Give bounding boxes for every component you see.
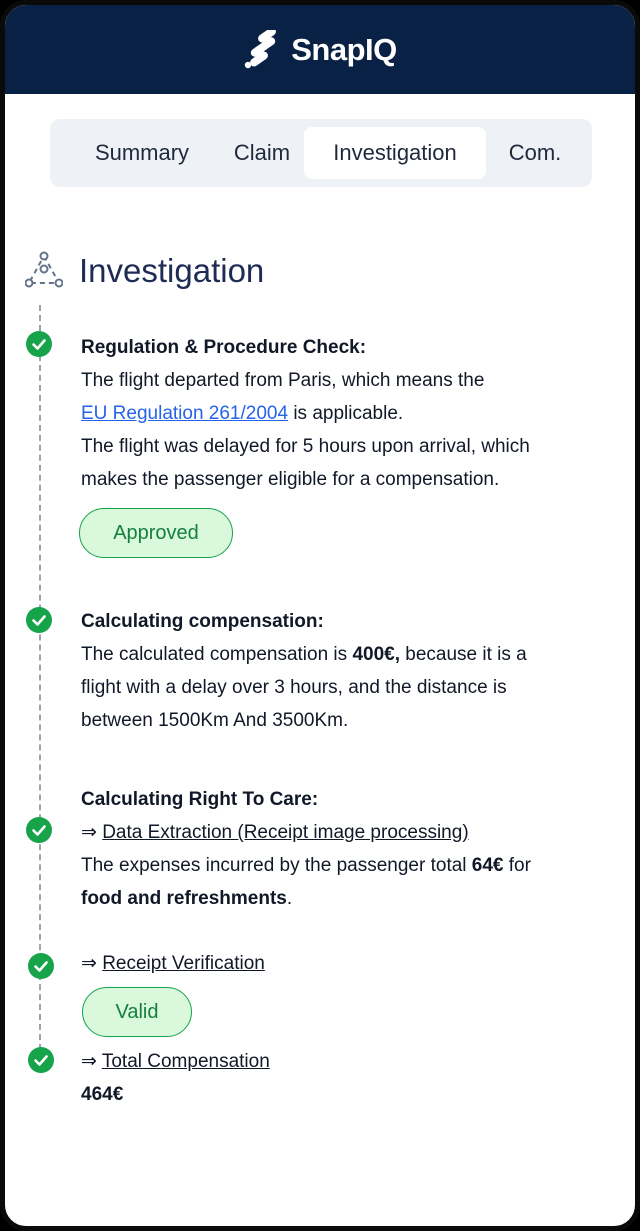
eu-regulation-link[interactable]: EU Regulation 261/2004 — [81, 403, 289, 424]
expenses-prefix: The expenses incurred by the passenger total — [81, 855, 472, 876]
app-header — [5, 5, 635, 94]
tab-bar — [50, 119, 592, 187]
check-circle-icon — [26, 331, 52, 357]
tab-claim[interactable]: Claim — [233, 140, 291, 165]
arrow-icon: ⇒ — [81, 822, 97, 843]
check-circle-icon — [28, 953, 54, 979]
total-compensation-link[interactable]: Total Compensation — [101, 1051, 270, 1072]
regulation-line-1: The flight departed from Paris, which means the — [81, 370, 485, 391]
compensation-line-1-prefix: The calculated compensation is — [81, 644, 353, 665]
check-circle-icon — [26, 817, 52, 843]
regulation-line-4: makes the passenger eligible for a compensation. — [81, 469, 500, 490]
right-to-care-title: Calculating Right To Care: — [81, 789, 319, 810]
approved-badge: Approved — [79, 508, 233, 558]
regulation-line-3: The flight was delayed for 5 hours upon arrival, which — [81, 436, 530, 457]
data-extraction-row — [81, 816, 469, 849]
expenses-line-1 — [81, 849, 531, 882]
expenses-end: . — [286, 888, 293, 909]
check-circle-icon — [28, 1047, 54, 1073]
snapiq-logo-icon — [243, 30, 283, 70]
compensation-title: Calculating compensation: — [81, 611, 324, 632]
arrow-icon: ⇒ — [81, 953, 97, 974]
tab-investigation[interactable]: Investigation — [304, 127, 486, 179]
receipt-verification-link[interactable]: Receipt Verification — [102, 953, 265, 974]
tab-summary[interactable]: Summary — [94, 140, 190, 165]
expenses-line-2 — [81, 882, 292, 915]
check-circle-icon — [26, 607, 52, 633]
compensation-amount: 400€, — [352, 644, 400, 665]
compensation-line-1 — [81, 638, 527, 671]
section-header — [25, 251, 264, 291]
expenses-suffix: for — [503, 855, 531, 876]
section-title: Investigation — [79, 252, 265, 289]
expenses-amount: 64€ — [471, 855, 504, 876]
total-compensation-row — [81, 1045, 270, 1078]
compensation-line-2: flight with a delay over 3 hours, and the distance is — [81, 677, 507, 698]
valid-badge: Valid — [82, 987, 192, 1037]
brand[interactable] — [243, 30, 397, 70]
brand-name: SnapIQ — [291, 31, 397, 67]
timeline-line — [39, 305, 41, 1050]
compensation-line-1-suffix: because it is a — [399, 644, 527, 665]
data-extraction-link[interactable]: Data Extraction (Receipt image processing) — [102, 822, 469, 843]
tab-communication[interactable]: Com. — [508, 140, 562, 165]
total-amount: 464€ — [81, 1084, 124, 1105]
regulation-title: Regulation & Procedure Check: — [81, 337, 367, 358]
compensation-line-3: between 1500Km And 3500Km. — [81, 710, 349, 731]
regulation-line-2-suffix: is applicable. — [288, 403, 404, 424]
receipt-verification-row — [81, 947, 265, 980]
arrow-icon: ⇒ — [81, 1051, 97, 1072]
regulation-line-2 — [81, 397, 403, 430]
investigation-icon — [25, 251, 63, 291]
expenses-category: food and refreshments — [81, 888, 287, 909]
